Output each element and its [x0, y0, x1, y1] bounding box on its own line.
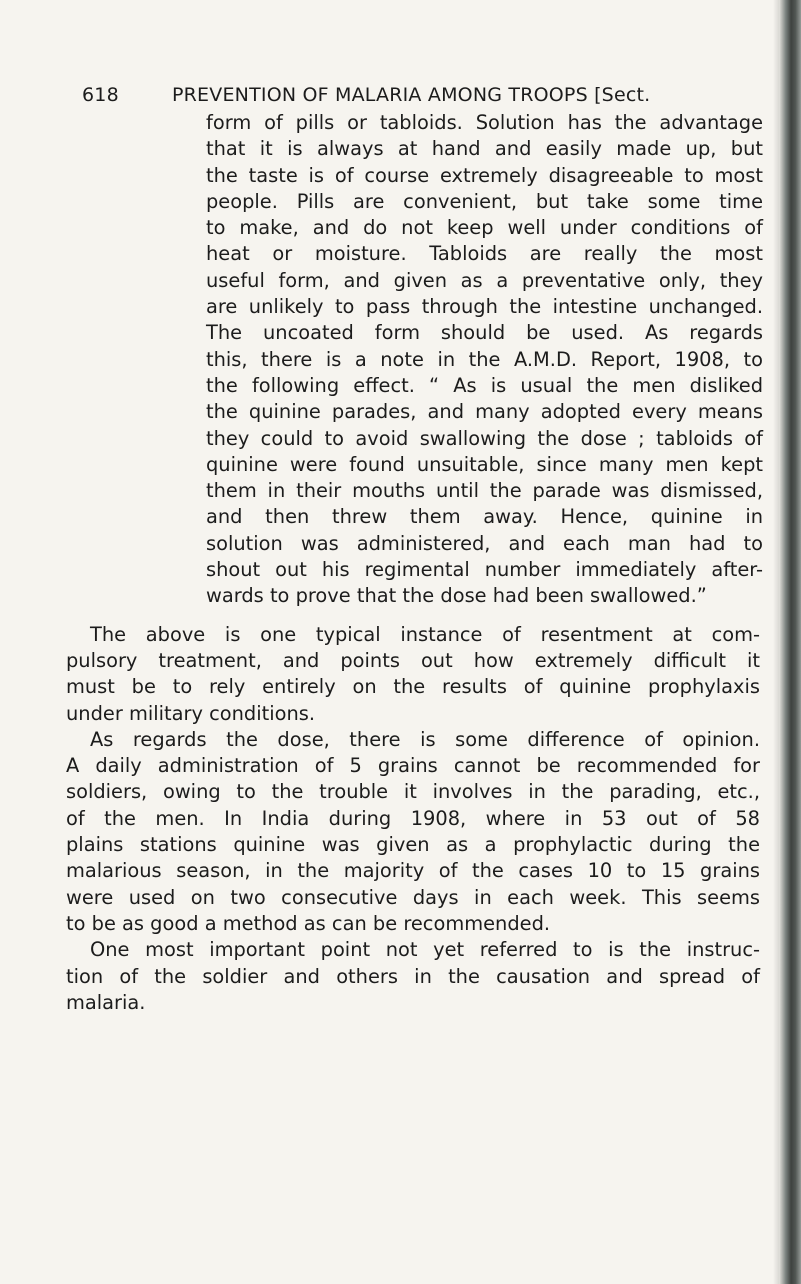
text-line: people. Pills are convenient, but take some time [206, 189, 763, 213]
paragraph [66, 622, 766, 727]
running-header [82, 80, 767, 110]
text-line: heat or moisture. Tabloids are really the most [206, 242, 763, 266]
paragraph [66, 937, 766, 1016]
text-line: must be to rely entirely on the results of quinine prophylaxis [66, 675, 760, 699]
text-line: form of pills or tabloids. Solution has the advantage [206, 111, 763, 134]
text-line: One most important point not yet referred to is the instruc- [90, 938, 760, 962]
text-line: the following effect. “ As is usual the men disliked [206, 373, 763, 397]
text-line: useful form, and given as a preventative only, they [206, 268, 763, 292]
text-line: pulsory treatment, and points out how extremely difficult it [66, 648, 760, 672]
text-line: to make, and do not keep well under conditions of [206, 216, 763, 240]
text-line: The uncoated form should be used. As regards [206, 321, 763, 345]
text-line: tion of the soldier and others in the causation and spread of [66, 964, 760, 988]
text-line: the quinine parades, and many adopted every means [206, 400, 763, 424]
text-line: under military conditions. [66, 701, 316, 725]
text-line: were used on two consecutive days in each week. This seems [66, 885, 760, 909]
text-line: soldiers, owing to the trouble it involves in the parading, etc., [66, 780, 760, 804]
text-line: and then threw them away. Hence, quinine in [206, 505, 763, 529]
text-line: wards to prove that the dose had been swallowed.” [206, 584, 707, 608]
text-line: that it is always at hand and easily made up, but [206, 137, 763, 161]
text-line: of the men. In India during 1908, where in 53 out of 58 [66, 806, 760, 830]
text-line: are unlikely to pass through the intestine unchanged. [206, 295, 763, 319]
running-title: PREVENTION OF MALARIA AMONG TROOPS [Sect. [172, 84, 651, 106]
book-spine [779, 0, 801, 1284]
indented-passage [206, 110, 766, 610]
text-line: The above is one typical instance of resentment at com- [90, 622, 760, 646]
body-text [66, 110, 766, 1016]
text-line: plains stations quinine was given as a prophylactic during the [66, 833, 760, 857]
text-line: malaria. [66, 990, 146, 1014]
text-line: solution was administered, and each man had to [206, 531, 763, 555]
text-line: this, there is a note in the A.M.D. Report, 1908, to [206, 347, 763, 371]
text-line: to be as good a method as can be recommended. [66, 911, 551, 935]
text-line: the taste is of course extremely disagreeable to most [206, 163, 763, 187]
text-line: A daily administration of 5 grains cannot be recommended for [66, 754, 760, 778]
text-line: them in their mouths until the parade was dismissed, [206, 479, 763, 503]
page-number: 618 [82, 84, 119, 106]
text-line: they could to avoid swallowing the dose ; tabloids of [206, 426, 763, 450]
text-line: malarious season, in the majority of the cases 10 to 15 grains [66, 859, 760, 883]
paragraph [66, 727, 766, 937]
text-line: As regards the dose, there is some difference of opinion. [90, 727, 760, 751]
text-line: shout out his regimental number immediately after- [206, 558, 763, 582]
text-line: quinine were found unsuitable, since many men kept [206, 452, 763, 476]
